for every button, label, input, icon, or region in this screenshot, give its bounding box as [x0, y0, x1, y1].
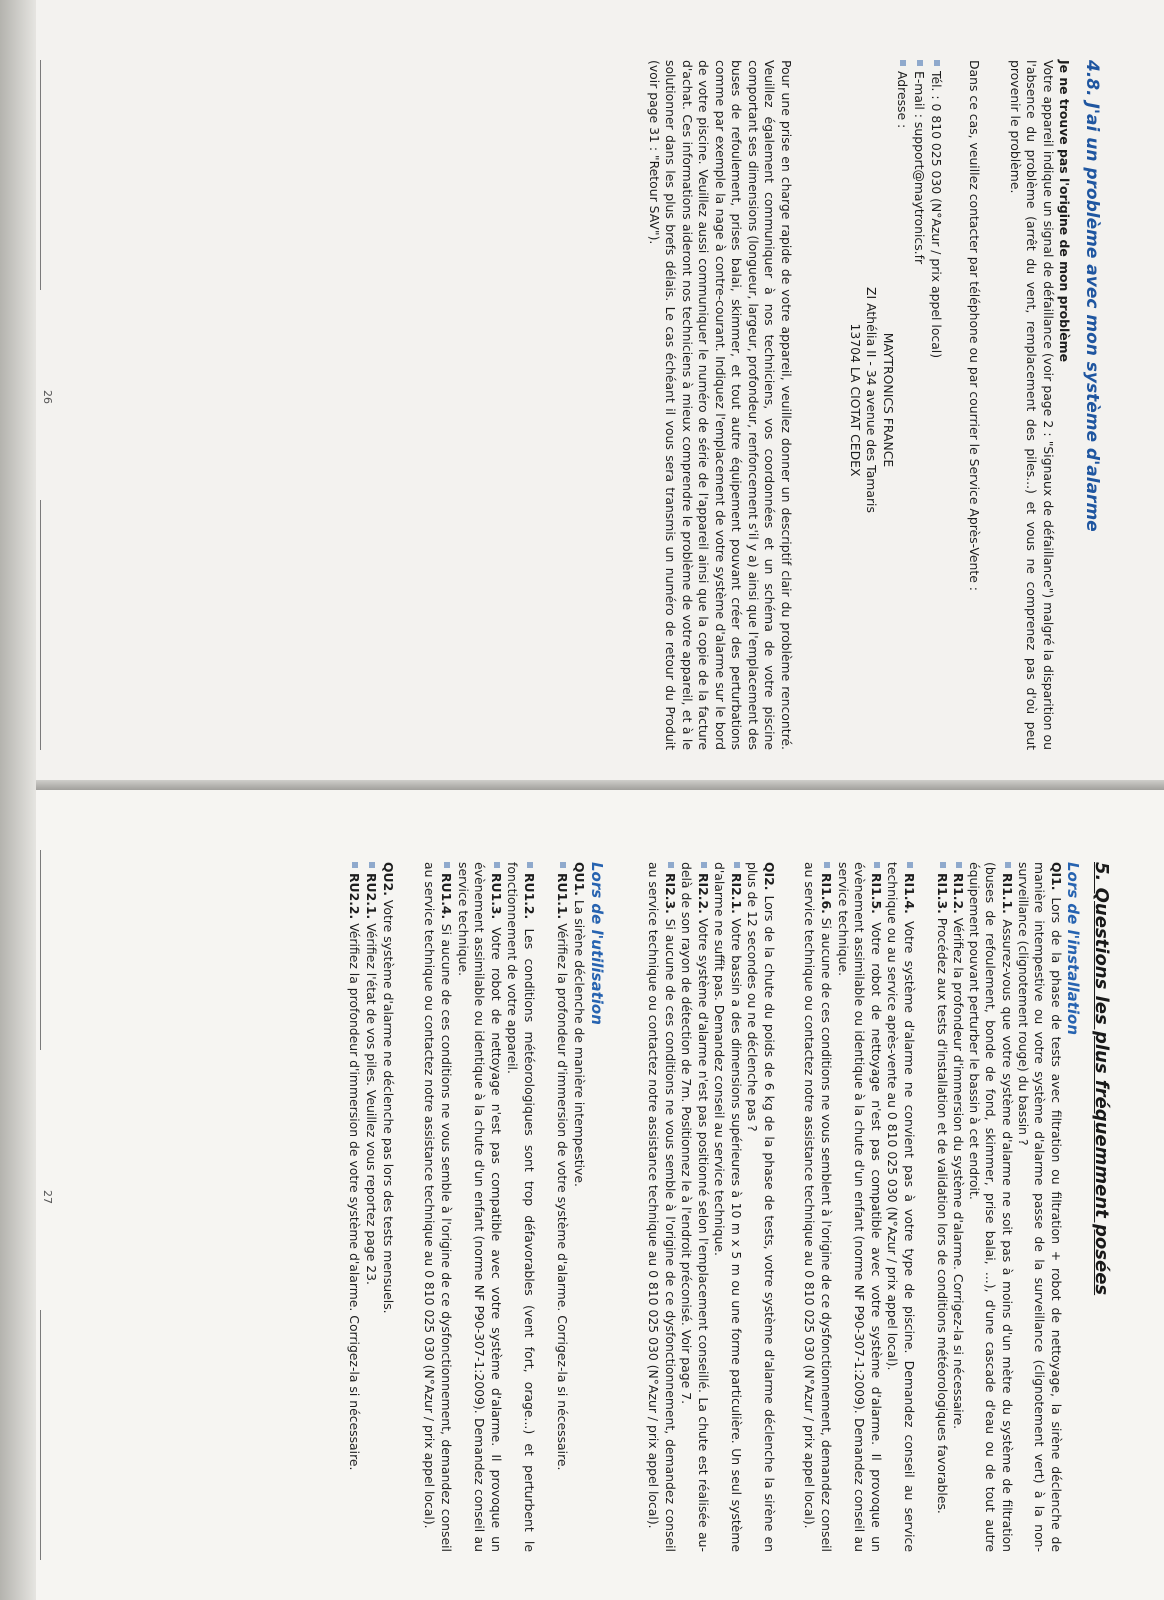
bullet-icon — [934, 60, 940, 66]
ru1-1-text: Vérifiez la profondeur d'immersion de votre système d'alarme. Corrigez-la si nécessaire. — [555, 923, 570, 1471]
ri2-1-label: RI2.1. — [729, 873, 744, 914]
ri2-3 — [645, 862, 678, 1552]
ru2-2-text: Vérifiez la profondeur d'immersion de votre système d'alarme. Corrigez-la si nécessaire. — [347, 923, 362, 1471]
qu1 — [571, 862, 588, 1552]
page-number-26: 26 — [41, 390, 54, 404]
bullet-icon — [940, 862, 946, 868]
contact-phone-text: Tél. : 0 810 025 030 (N°Azur / prix appel local) — [929, 71, 944, 359]
bullet-icon — [668, 862, 674, 868]
qu1-label: QU1. — [572, 862, 587, 896]
bullet-icon — [1005, 862, 1011, 868]
ru1-2-label: RU1.2. — [522, 873, 537, 920]
section-heading-5: 5. Questions les plus fréquemment posées — [1091, 862, 1112, 1296]
contact-intro: Dans ce cas, veuillez contacter par téléphone ou par courrier le Service Après-Vente : — [967, 60, 982, 591]
ri1-2-label: RI1.2. — [951, 873, 966, 914]
ri1-1-label: RI1.1. — [1000, 873, 1015, 914]
qu2 — [380, 862, 397, 1552]
ri1-3 — [934, 862, 951, 1552]
contact-email — [911, 60, 928, 264]
ru1-2 — [504, 862, 537, 1552]
bullet-icon — [917, 60, 923, 66]
ru2-2-label: RU2.2. — [347, 873, 362, 920]
qi1-text: Lors de la phase de tests avec filtration ou filtration + robot de nettoyage, la sirène déclenche de manière intempestive ou votre système d'alarme passe de la surveillance (clignotement vert) à la non-surveillance (clignotement rouge) du bassin ? — [1016, 862, 1064, 1553]
ri1-1-text: Assurez-vous que votre système d'alarme ne soit pas à moins d'un mètre du système de filtration (buses de refoulement, bonde de fond, skimmer, prise balai, ...), d'une cascade d'eau ou de tout autre équipement pouvant perturber le bassin à cet endroit. — [967, 862, 1015, 1552]
postal-address — [847, 230, 897, 570]
bullet-icon — [874, 862, 880, 868]
ri1-2-text: Vérifiez la profondeur d'immersion du système d'alarme. Corrigez-la si nécessaire. — [951, 917, 966, 1430]
qi2 — [744, 862, 777, 1552]
footer-rule — [40, 850, 41, 1050]
ru1-4 — [421, 862, 454, 1552]
page-edge-shadow — [0, 0, 36, 1600]
section-heading-4-8: 4.8. J'ai un problème avec mon système d'alarme — [1082, 60, 1102, 532]
ru2-1 — [363, 862, 380, 1552]
ri1-4-text: Votre système d'alarme ne convient pas à votre type de piscine. Demandez conseil au service technique ou au service après-vente au 0 810 025 030 (N°Azur / prix appel local). — [885, 862, 917, 1552]
contact-address-label — [894, 60, 911, 128]
bullet-icon — [494, 862, 500, 868]
qu2-label: QU2. — [381, 862, 396, 896]
address-line-3: 13704 LA CIOTAT CEDEX — [848, 323, 863, 477]
bullet-icon — [734, 862, 740, 868]
ri1-4-label: RI1.4. — [902, 873, 917, 914]
page-27 — [0, 790, 1164, 1600]
use-heading: Lors de l'utilisation — [588, 862, 606, 1025]
subheading: Je ne trouve pas l'origine de mon problème — [1057, 60, 1072, 362]
contact-email-text: E-mail : support@maytronics.fr — [912, 71, 927, 265]
ri1-3-label: RI1.3. — [935, 873, 950, 914]
bullet-icon — [701, 862, 707, 868]
ri1-5-text: Votre robot de nettoyage n'est pas compatible avec votre système d'alarme. Il provoque un évènement assimilable ou identique à la chute d'un enfant (norme NF P90-307-1:2009). Demandez conseil au service technique. — [836, 862, 884, 1552]
ru1-4-label: RU1.4. — [439, 873, 454, 920]
ri2-1 — [711, 862, 744, 1552]
ru1-2-text: Les conditions météorologiques sont trop défavorables (vent fort, orage...) et perturbent le fonctionnement de votre appareil. — [505, 862, 537, 1552]
ri1-6-text: Si aucune de ces conditions ne vous semblent à l'origine de ce dysfonctionnement, demandez conseil au service technique ou contactez notre assistance technique au 0 810 025 030 (N°Azur / prix appel local). — [802, 862, 834, 1552]
ri1-6 — [801, 862, 834, 1552]
qi2-label: QI2. — [762, 862, 777, 891]
ri2-1-text: Votre bassin a des dimensions supérieures à 10 m x 5 m ou une forme particulière. Un seul système d'alarme ne suffit pas. Demandez conseil au service technique. — [712, 862, 744, 1552]
page-26 — [0, 0, 1164, 790]
ru1-3-label: RU1.3. — [489, 873, 504, 920]
ru2-1-label: RU2.1. — [364, 873, 379, 920]
bullet-icon — [824, 862, 830, 868]
ri1-1 — [966, 862, 1016, 1552]
ru1-1-label: RU1.1. — [555, 873, 570, 920]
body-paragraph: Pour une prise en charge rapide de votre appareil, veuillez donner un descriptif clair du problème rencontré. Veuillez également communiquer à nos techniciens, vos coordonnées et un schéma de votre piscine comportant ses dimensions (longueur, largeur, profondeur, renfoncement s'il y a) ainsi que l'emplacement des buses de refoulement, prises balai, skimmer, et tout autre équipement pouvant créer des perturbations comme par exemple la nage à contre-courant. Indiquez l'emplacement de votre système d'alarme sur le bord de votre piscine. Veuillez aussi communiquer le numéro de série de l'appareil ainsi que la copie de la facture d'achat. Ces informations aideront nos techniciens à mieux comprendre le problème de votre appareil, et à le solutionner dans les plus brefs délais. Le cas échéant il vous sera transmis un numéro de retour du Produit (voir page 31 : "Retour SAV"). — [647, 60, 794, 750]
footer-rule — [40, 500, 41, 750]
page-number-27: 27 — [41, 1190, 54, 1204]
ri1-3-text: Procédez aux tests d'installation et de validation lors de conditions météorologiques favorables. — [935, 917, 950, 1514]
ru1-1 — [554, 862, 571, 1552]
ru1-4-text: Si aucune de ces conditions ne vous semble à l'origine de ce dysfonctionnement, demandez conseil au service technique ou contactez notre assistance technique au 0 810 025 030 (N°Azur / prix appel local). — [422, 862, 454, 1552]
ri1-2 — [950, 862, 967, 1552]
footer-rule — [40, 60, 41, 290]
ru1-3 — [455, 862, 505, 1552]
install-heading: Lors de l'installation — [1064, 862, 1082, 1036]
ri1-5-label: RI1.5. — [869, 873, 884, 914]
bullet-icon — [956, 862, 962, 868]
bullet-icon — [560, 862, 566, 868]
bullet-icon — [444, 862, 450, 868]
qi1 — [1015, 862, 1065, 1552]
bullet-icon — [352, 862, 358, 868]
bullet-icon — [369, 862, 375, 868]
contact-address-label-text: Adresse : — [895, 71, 910, 129]
ri2-3-label: RI2.3. — [663, 873, 678, 914]
ru2-2 — [346, 862, 363, 1552]
ri1-4 — [884, 862, 917, 1552]
qi1-label: QI1. — [1049, 862, 1064, 891]
bullet-icon — [900, 60, 906, 66]
contact-phone — [928, 60, 945, 358]
qu1-text: La sirène déclenche de manière intempestive. — [572, 899, 587, 1187]
ri2-2-label: RI2.2. — [696, 873, 711, 914]
bullet-icon — [907, 862, 913, 868]
ri1-6-label: RI1.6. — [819, 873, 834, 914]
ru2-1-text: Vérifiez l'état de vos piles. Veuillez vous reportez page 23. — [364, 923, 379, 1285]
qu2-text: Votre système d'alarme ne déclenche pas lors des tests mensuels. — [381, 899, 396, 1314]
footer-rule — [40, 1310, 41, 1560]
ri2-2 — [678, 862, 711, 1552]
ri2-3-text: Si aucune de ces conditions ne vous semble à l'origine de ce dysfonctionnement, demandez conseil au service technique ou contactez notre assistance technique au 0 810 025 030 (N°Azur / prix appel local). — [646, 862, 678, 1552]
ru1-3-text: Votre robot de nettoyage n'est pas compatible avec votre système d'alarme. Il provoque un évènement assimilable ou identique à la chute d'un enfant (norme NF P90-307-1:2009). Demandez conseil au service technique. — [456, 862, 504, 1552]
address-line-1: MAYTRONICS FRANCE — [881, 332, 896, 468]
ri1-5 — [835, 862, 885, 1552]
intro-paragraph: Votre appareil indique un signal de défaillance (voir page 2 : "Signaux de défaillance") malgré la disparition ou l'absence du problème (arrêt du vent, remplacement des piles...) et vous ne comprenez pas d'où peut provenir le problème. — [1008, 60, 1056, 750]
ri2-2-text: Votre système d'alarme n'est pas positionné selon l'emplacement conseillé. La chute est réalisée au-delà de son rayon de détection de 7m. Positionnez le à l'endroit préconisé. Voir page 7. — [679, 862, 711, 1552]
address-line-2: ZI Athélia II - 34 avenue des Tamaris — [864, 287, 880, 513]
bullet-icon — [527, 862, 533, 868]
qi2-text: Lors de la chute du poids de 6 kg de la phase de tests, votre système d'alarme déclenche la sirène en plus de 12 secondes ou ne déclenche pas ? — [745, 862, 777, 1552]
